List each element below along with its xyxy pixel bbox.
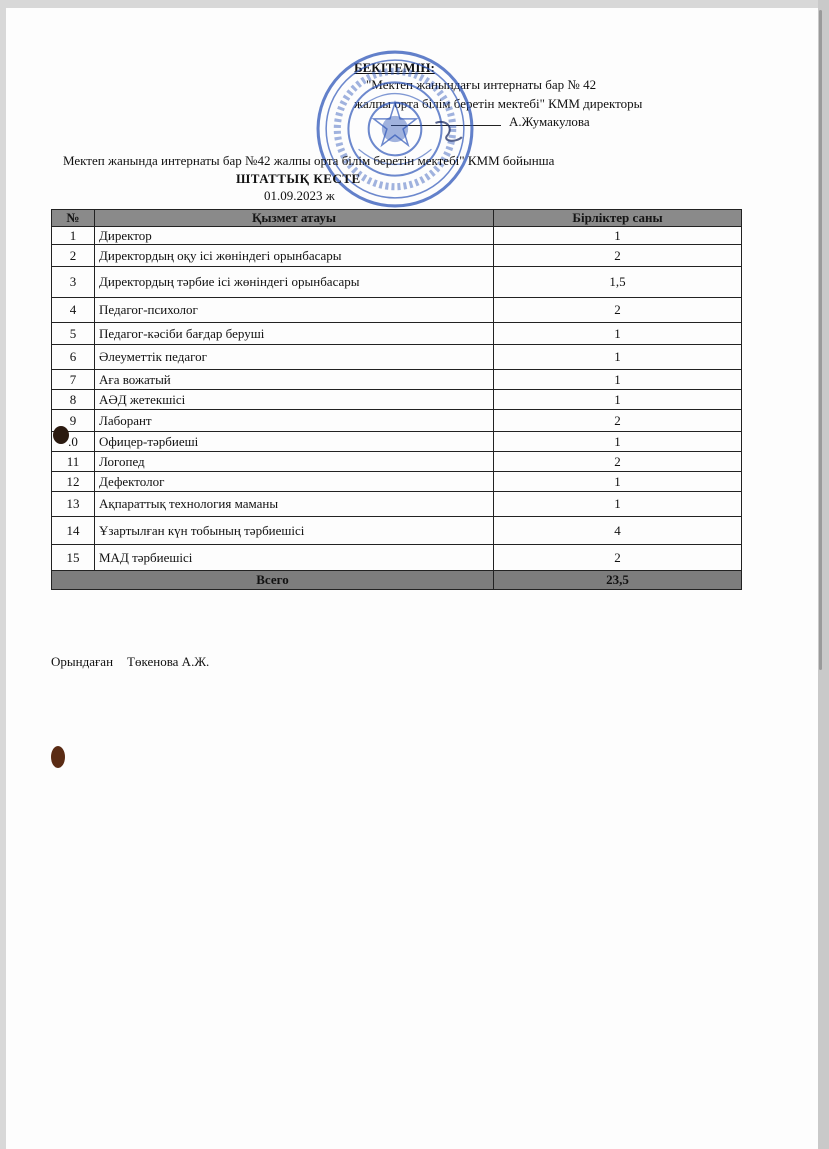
row-units: 1	[494, 227, 742, 245]
row-units: 2	[494, 298, 742, 323]
row-units: 1	[494, 345, 742, 370]
row-units: 1	[494, 472, 742, 492]
scroll-indicator[interactable]	[819, 10, 822, 670]
row-position: Директордың оқу ісі жөніндегі орынбасары	[95, 245, 494, 267]
table-row	[52, 452, 742, 472]
punch-hole-mark	[53, 426, 69, 444]
table-header-row	[52, 210, 742, 227]
table-total-row	[52, 571, 742, 590]
row-number: 6	[52, 345, 95, 370]
table-row	[52, 245, 742, 267]
row-number: 2	[52, 245, 95, 267]
document-page	[6, 8, 822, 1149]
row-number: 13	[52, 492, 95, 517]
column-header-units: Бірліктер саны	[494, 210, 742, 227]
total-value: 23,5	[494, 571, 742, 590]
row-number: 7	[52, 370, 95, 390]
row-position: Логопед	[95, 452, 494, 472]
row-units: 1	[494, 323, 742, 345]
approval-heading: БЕКІТЕМІН:	[354, 60, 435, 75]
row-number: 11	[52, 452, 95, 472]
row-number: 9	[52, 410, 95, 432]
row-position: Ақпараттық технология маманы	[95, 492, 494, 517]
row-position: МАД тәрбиешісі	[95, 545, 494, 571]
row-number: 4	[52, 298, 95, 323]
row-units: 2	[494, 545, 742, 571]
staff-table	[51, 209, 742, 590]
row-position: Әлеуметтік педагог	[95, 345, 494, 370]
column-header-number: №	[52, 210, 95, 227]
prepared-by	[51, 654, 209, 670]
total-label: Всего	[52, 571, 494, 590]
row-position: Педагог-кәсіби бағдар беруші	[95, 323, 494, 345]
table-row	[52, 410, 742, 432]
row-position: АӘД жетекшісі	[95, 390, 494, 410]
table-row	[52, 370, 742, 390]
row-units: 1	[494, 370, 742, 390]
row-number: 8	[52, 390, 95, 410]
row-units: 4	[494, 517, 742, 545]
approval-line-1: "Мектеп жанындағы интернаты бар № 42	[366, 77, 597, 92]
row-units: 2	[494, 410, 742, 432]
table-row	[52, 227, 742, 245]
punch-hole-mark	[51, 746, 65, 768]
row-units: 2	[494, 452, 742, 472]
table-row	[52, 517, 742, 545]
row-number: 3	[52, 267, 95, 298]
row-position: Директор	[95, 227, 494, 245]
table-row	[52, 390, 742, 410]
table-row	[52, 298, 742, 323]
prepared-by-name: Төкенова А.Ж.	[127, 654, 210, 669]
row-position: Директордың тәрбие ісі жөніндегі орынбасары	[95, 267, 494, 298]
row-units: 1	[494, 492, 742, 517]
table-row	[52, 323, 742, 345]
row-number: .0	[52, 432, 95, 452]
row-number: 15	[52, 545, 95, 571]
approval-line-2: жалпы орта білім беретін мектебі" КММ директоры	[354, 96, 643, 111]
table-row	[52, 432, 742, 452]
table-row	[52, 545, 742, 571]
prepared-by-label: Орындаған	[51, 654, 114, 669]
row-number: 5	[52, 323, 95, 345]
column-header-position: Қызмет атауы	[95, 210, 494, 227]
row-units: 1	[494, 432, 742, 452]
organization-line: Мектеп жанында интернаты бар №42 жалпы орта білім беретін мектебі" КММ бойынша	[63, 153, 555, 168]
row-position: Офицер-тәрбиеші	[95, 432, 494, 452]
row-position: Лаборант	[95, 410, 494, 432]
table-row	[52, 267, 742, 298]
row-position: Ұзартылған күн тобының тәрбиешісі	[95, 517, 494, 545]
row-position: Дефектолог	[95, 472, 494, 492]
row-units: 1	[494, 390, 742, 410]
row-position: Педагог-психолог	[95, 298, 494, 323]
row-number: 12	[52, 472, 95, 492]
table-row	[52, 472, 742, 492]
table-row	[52, 492, 742, 517]
approval-signatory: А.Жумакулова	[509, 114, 590, 129]
row-number: 14	[52, 517, 95, 545]
row-position: Аға вожатый	[95, 370, 494, 390]
document-date: 01.09.2023 ж	[264, 188, 335, 203]
table-row	[52, 345, 742, 370]
row-number: 1	[52, 227, 95, 245]
row-units: 1,5	[494, 267, 742, 298]
row-units: 2	[494, 245, 742, 267]
document-title: ШТАТТЫҚ КЕСТЕ	[236, 171, 361, 186]
